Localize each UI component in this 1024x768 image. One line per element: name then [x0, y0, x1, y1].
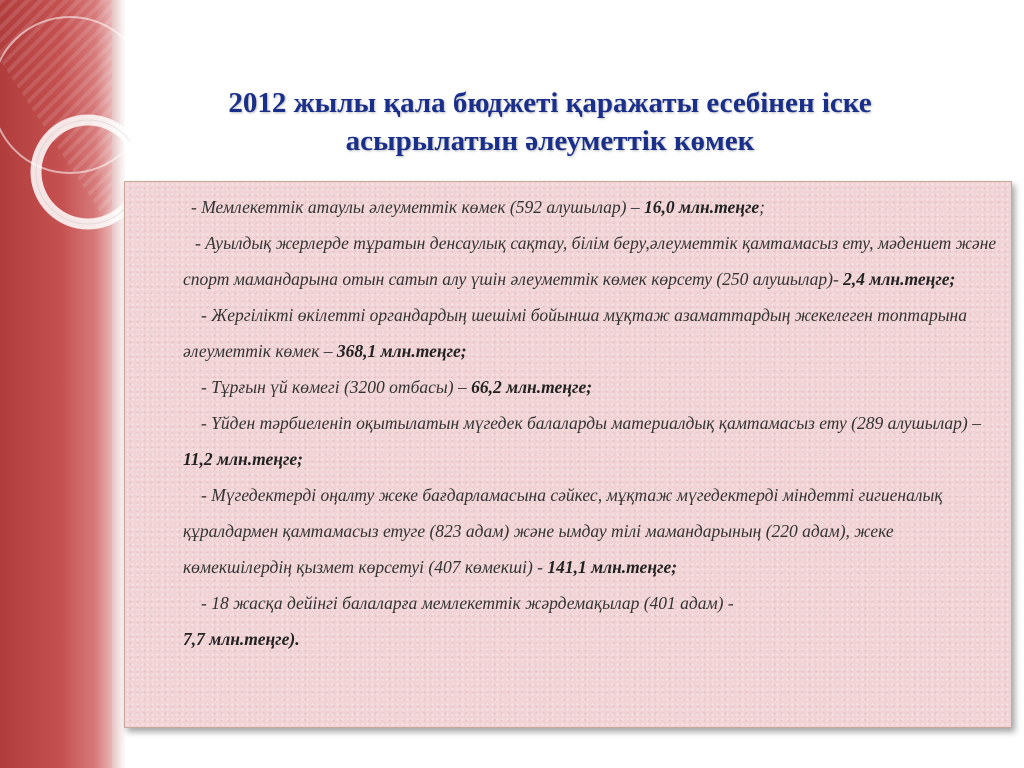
title-line-1: 2012 жылы қала бюджеті қаражаты есебінен іске	[228, 87, 872, 119]
amount-value: 66,2 млн.теңге;	[471, 377, 593, 397]
amount-value: 16,0 млн.теңге	[644, 197, 760, 217]
list-item: - Жергілікті өкілетті органдардың шешімі бойынша мұқтаж азаматтардың жекелеген топтарына әлеуметтік көмек – 368,1 млн.теңге;	[183, 305, 967, 361]
list-item: - Тұрғын үй көмегі (3200 отбасы) – 66,2 млн.теңге;	[201, 377, 593, 397]
list-item: - Үйден тәрбиеленіп оқытылатын мүгедек балаларды материалдық қамтамасыз ету (289 алушылар) – 11,2 млн.теңге;	[183, 413, 981, 469]
title-line-2: асырылатын әлеуметтік көмек	[345, 125, 755, 157]
list-item: - Ауылдық жерлерде тұратын денсаулық сақтау, білім беру,әлеуметтік қамтамасыз ету, мәдениет және спорт мамандарына отын сатып алу үшін әлеуметтік көмек көрсету (250 алушылар)- 2,4 млн.теңге;	[183, 233, 997, 289]
amount-value: 2,4 млн.теңге;	[843, 269, 956, 289]
slide-title	[140, 84, 960, 160]
amount-value: 141,1 млн.теңге;	[547, 557, 678, 577]
amount-value: 11,2 млн.теңге;	[183, 449, 304, 469]
list-item: - Мемлекеттік атаулы әлеуметтік көмек (592 алушылар) – 16,0 млн.теңге;	[191, 197, 765, 217]
decorative-circles-icon	[0, 0, 130, 300]
amount-value: 368,1 млн.теңге;	[336, 341, 467, 361]
content-box	[124, 181, 1012, 728]
list-item: - Мүгедектерді оңалту жеке бағдарламасына сәйкес, мұқтаж мүгедектерді міндетті гигиеналық құралдармен қамтамасыз етуге (823 адам) және ымдау тілі мамандарының (220 адам), жеке көмекшілердің қызмет көрсетуі (407 көмекші) - 141,1 млн.теңге;	[183, 485, 943, 577]
amount-value: 7,7 млн.теңге).	[183, 629, 300, 649]
list-item: - 18 жасқа дейінгі балаларға мемлекеттік жәрдемақылар (401 адам) - 7,7 млн.теңге).	[183, 593, 734, 649]
